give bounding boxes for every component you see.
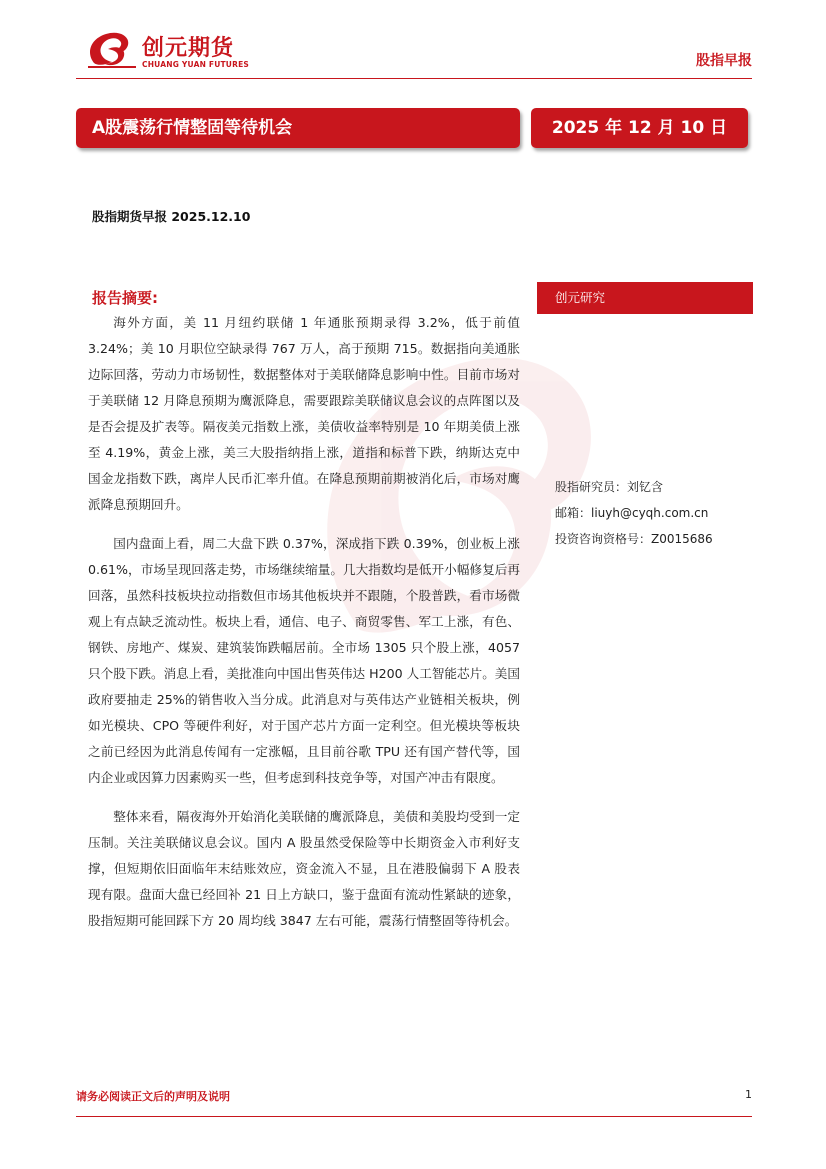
analyst-email: 邮箱：liuyh@cyqh.com.cn — [555, 506, 709, 520]
analyst-license: 投资咨询资格号：Z0015686 — [555, 532, 713, 546]
report-date: 2025 年 12 月 10 日 — [531, 108, 748, 148]
summary-heading: 报告摘要: — [92, 289, 158, 307]
footer-divider — [76, 1116, 752, 1117]
brand-logo — [86, 29, 249, 73]
summary-paragraph-domestic: 国内盘面上看，周二大盘下跌 0.37%，深成指下跌 0.39%，创业板上涨 0.61%，市场呈现回落走势，市场继续缩量。几大指数均是低开小幅修复后再回落，虽然科技板块拉动指数但市场其他板块并不跟随，个股普跌，看市场微观上有点缺乏流动性。板块上看，通信、电子、商贸零售、军工上涨，有色、钢铁、房地产、煤炭、建筑装饰跌幅居前。全市场 1305 只个股上涨，4057 只个股下跌。消息上看，美批准向中国出售英伟达 H200 人工智能芯片。美国政府要抽走 25%的销售收入当分成。此消息对与英伟达产业链相关板块，例如光模块、CPO 等硬件利好，对于国产芯片方面一定利空。但光模块等板块之前已经因为此消息传闻有一定涨幅，且目前谷歌 TPU 还有国产替代等，国内企业或因算力因素购买一些，但考虑到科技竞争等，对国产冲击有限度。 — [88, 536, 520, 785]
brand-name-cn: 创元期货 — [142, 36, 235, 61]
summary-paragraph-overall: 整体来看，隔夜海外开始消化美联储的鹰派降息，美债和美股均受到一定压制。关注美联储议息会议。国内 A 股虽然受保险等中长期资金入市利好支撑，但短期依旧面临年末结账效应，资金流入不显，且在港股偏弱下 A 股表现有限。盘面大盘已经回补 21 日上方缺口，鉴于盘面有流动性紧缺的迹象，股指短期可能回踩下方 20 周均线 3847 左右可能，震荡行情整固等待机会。 — [88, 809, 520, 928]
brand-emblem-icon — [86, 29, 140, 71]
header-divider — [76, 78, 752, 79]
analyst-info — [555, 474, 713, 552]
sidebar-heading: 创元研究 — [537, 282, 753, 314]
page-number: 1 — [745, 1088, 752, 1101]
summary-paragraph-overseas: 海外方面，美 11 月纽约联储 1 年通胀预期录得 3.2%，低于前值 3.24%；美 10 月职位空缺录得 767 万人，高于预期 715。数据指向美通胀边际回落，劳动力市场韧性，数据整体对于美联储降息影响中性。目前市场对于美联储 12 月降息预期为鹰派降息，需要跟踪美联储议息会议的点阵图以及是否会提及扩表等。隔夜美元指数上涨，美债收益率特别是 10 年期美债上涨至 4.19%，黄金上涨，美三大股指纳指上涨，道指和标普下跌，纳斯达克中国金龙指数下跌，离岸人民币汇率升值。在降息预期前期被消化后，市场对鹰派降息预期回升。 — [88, 315, 520, 512]
brand-name-en: CHUANG YUAN FUTURES — [142, 60, 249, 69]
report-type-tag: 股指早报 — [696, 53, 752, 69]
analyst-name: 股指研究员：刘钇含 — [555, 480, 664, 494]
report-title: A股震荡行情整固等待机会 — [76, 108, 520, 148]
summary-body — [88, 310, 520, 947]
report-subtitle: 股指期货早报 2025.12.10 — [92, 209, 251, 224]
disclaimer-note: 请务必阅读正文后的声明及说明 — [76, 1090, 230, 1103]
